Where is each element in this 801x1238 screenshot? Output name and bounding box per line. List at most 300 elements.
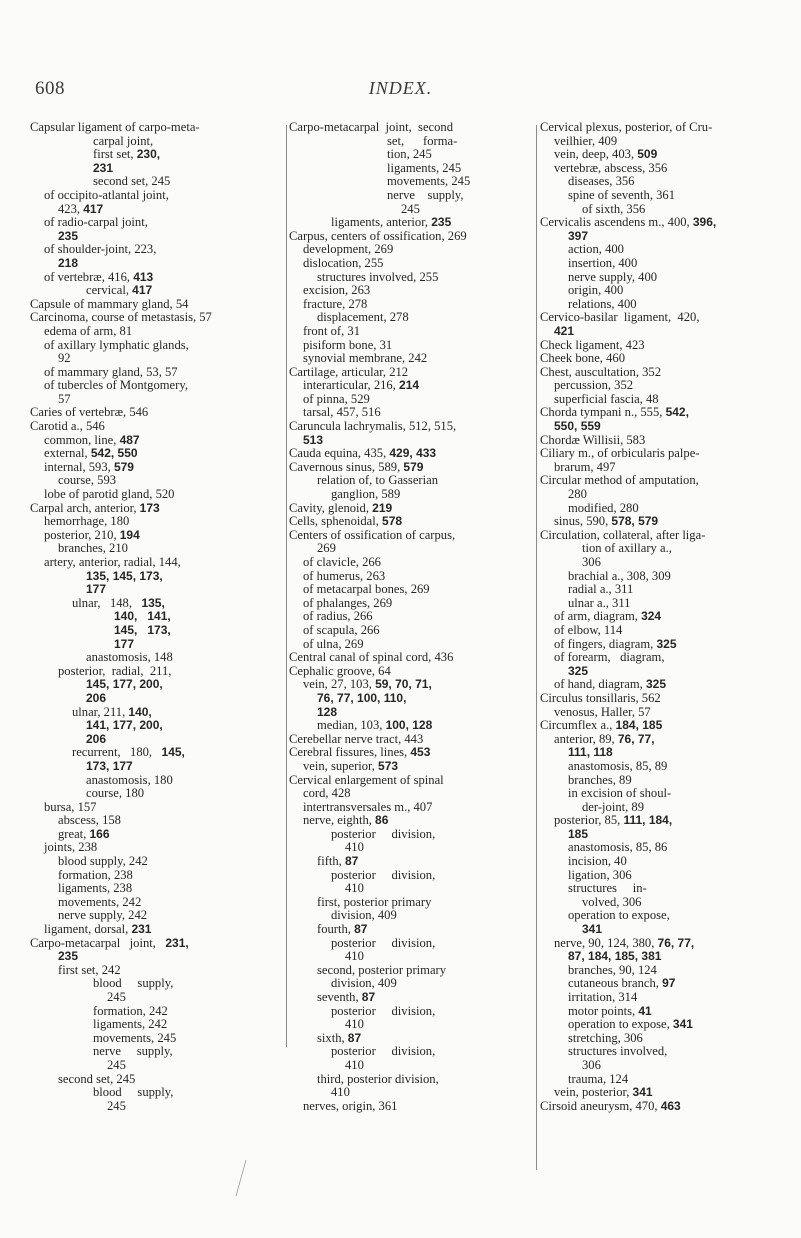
- entry-page-ref-bold: 218: [58, 256, 79, 270]
- entry-text: irritation, 314: [568, 991, 638, 1004]
- page-number: 608: [35, 78, 65, 99]
- index-entry-line: [540, 339, 780, 353]
- entry-text: second set, 245: [93, 175, 171, 189]
- index-entry-line: [30, 1059, 262, 1073]
- index-entry-line: [30, 216, 262, 230]
- entry-text: Cavity, glenoid,: [289, 501, 373, 515]
- entry-text: Circumflex a.,: [540, 719, 616, 733]
- entry-page-ref-bold: 231,: [165, 936, 189, 950]
- entry-page-ref-bold: 59, 70, 71,: [375, 678, 432, 692]
- entry-text: division, 409: [331, 909, 397, 923]
- entry-text: Carpal arch, anterior,: [30, 501, 140, 515]
- entry-text: 280: [568, 488, 587, 502]
- entry-text: of sixth, 356: [582, 202, 646, 216]
- index-entry-line: [540, 760, 780, 774]
- index-entry-line: [289, 570, 521, 584]
- entry-text: internal, 593,: [44, 460, 114, 474]
- entry-text: nerves, origin, 361: [303, 1099, 398, 1113]
- entry-text: movements, 245: [387, 175, 471, 189]
- index-entry-line: [289, 950, 521, 964]
- index-entry-line: [540, 651, 780, 665]
- entry-text: Capsule of mammary gland, 54: [30, 297, 189, 311]
- entry-text: of occipito-atlantal joint,: [44, 188, 169, 202]
- index-entry-line: [289, 1073, 521, 1087]
- index-entry-line: [30, 896, 262, 910]
- entry-page-ref-bold: 140, 141,: [114, 610, 171, 624]
- index-entry-line: [289, 162, 521, 176]
- index-entry-line: [540, 325, 780, 339]
- index-entry-line: [540, 1045, 780, 1059]
- entry-text: of arm, diagram,: [554, 610, 642, 624]
- entry-text: Circular method of amputation,: [540, 474, 699, 488]
- entry-text: der-joint, 89: [582, 800, 645, 814]
- index-entry-line: [540, 121, 780, 135]
- entry-page-ref-bold: 214: [399, 379, 420, 393]
- index-entry-line: [540, 896, 780, 910]
- index-entry-line: [30, 719, 262, 733]
- index-entry-line: [30, 230, 262, 244]
- index-entry-line: [540, 243, 780, 257]
- index-entry-line: [289, 556, 521, 570]
- index-entry-line: [540, 529, 780, 543]
- index-entry-line: [540, 474, 780, 488]
- entry-text: sinus, 590,: [554, 515, 612, 529]
- index-entry-line: [30, 556, 262, 570]
- entry-text: ulnar, 148,: [72, 596, 142, 610]
- entry-page-ref-bold: 579: [113, 460, 134, 474]
- index-entry-line: [30, 665, 262, 679]
- entry-text: division, 409: [331, 977, 397, 991]
- index-column-1: [30, 121, 262, 1176]
- index-entry-line: [289, 121, 521, 135]
- entry-text: median, 103,: [317, 719, 386, 733]
- entry-page-ref-bold: 341: [632, 1086, 653, 1100]
- entry-text: front of, 31: [303, 324, 361, 338]
- entry-page-ref-bold: 231: [93, 161, 114, 175]
- index-entry-line: [540, 148, 780, 162]
- index-entry-line: [289, 923, 521, 937]
- index-entry-line: [540, 175, 780, 189]
- index-entry-line: [30, 991, 262, 1005]
- entry-page-ref-bold: 396,: [692, 216, 717, 230]
- entry-text: Cervical enlargement of spinal: [289, 773, 444, 787]
- index-entry-line: [30, 583, 262, 597]
- index-entry-line: [289, 420, 521, 434]
- entry-text: brarum, 497: [554, 460, 616, 474]
- index-entry-line: [30, 882, 262, 896]
- entry-page-ref-bold: 463: [660, 1099, 681, 1113]
- index-entry-line: [30, 760, 262, 774]
- index-entry-line: [540, 624, 780, 638]
- index-entry-line: [289, 787, 521, 801]
- index-entry-line: [289, 529, 521, 543]
- entry-page-ref-bold: 542, 550: [90, 447, 138, 461]
- index-entry-line: [289, 1005, 521, 1019]
- index-entry-line: [540, 964, 780, 978]
- index-entry-line: [30, 950, 262, 964]
- index-entry-line: [289, 814, 521, 828]
- entry-text: fifth,: [317, 855, 345, 869]
- entry-page-ref-bold: 509: [637, 148, 658, 162]
- index-entry-line: [30, 1100, 262, 1114]
- index-entry-line: [30, 447, 262, 461]
- entry-text: volved, 306: [582, 895, 642, 909]
- column-divider: [286, 125, 287, 1047]
- entry-text: ligaments, anterior,: [331, 216, 432, 230]
- entry-text: anastomosis, 85, 86: [568, 841, 668, 855]
- entry-page-ref-bold: 230,: [136, 148, 161, 162]
- entry-page-ref-bold: 513: [303, 433, 324, 447]
- entry-page-ref-bold: 573: [378, 759, 399, 773]
- index-entry-line: [289, 896, 521, 910]
- entry-text: vertebræ, abscess, 356: [554, 161, 668, 175]
- index-entry-line: [289, 175, 521, 189]
- entry-text: posterior, 85,: [554, 814, 624, 828]
- index-entry-line: [30, 1032, 262, 1046]
- entry-text: of clavicle, 266: [303, 556, 381, 569]
- index-entry-line: [289, 339, 521, 353]
- entry-page-ref-bold: 141, 177, 200,: [86, 719, 163, 733]
- index-entry-line: [540, 216, 780, 230]
- entry-text: 57: [58, 392, 71, 406]
- entry-text: tion, 245: [387, 148, 432, 162]
- index-entry-line: [30, 189, 262, 203]
- entry-text: first, posterior primary: [317, 895, 432, 909]
- index-entry-line: [540, 610, 780, 624]
- index-entry-line: [289, 434, 521, 448]
- index-entry-line: [540, 733, 780, 747]
- entry-page-ref-bold: 397: [568, 229, 589, 243]
- entry-text: structures involved,: [568, 1045, 668, 1059]
- index-entry-line: [540, 461, 780, 475]
- index-entry-line: [30, 325, 262, 339]
- index-entry-line: [30, 406, 262, 420]
- entry-text: of vertebræ, 416,: [44, 270, 134, 284]
- entry-page-ref-bold: 325: [645, 678, 667, 692]
- index-entry-line: [30, 733, 262, 747]
- index-entry-line: [289, 189, 521, 203]
- entry-text: structures in-: [568, 882, 647, 896]
- index-entry-line: [540, 801, 780, 815]
- index-entry-line: [30, 257, 262, 271]
- entry-text: Cavernous sinus, 589,: [289, 460, 404, 474]
- index-entry-line: [540, 719, 780, 733]
- entry-text: Ciliary m., of orbicularis palpe-: [540, 447, 700, 461]
- entry-page-ref-bold: 325: [656, 637, 677, 651]
- entry-text: diseases, 356: [568, 175, 635, 189]
- entry-page-ref-bold: 542,: [665, 406, 689, 420]
- index-entry-line: [30, 339, 262, 353]
- entry-text: radial a., 311: [568, 583, 634, 597]
- index-entry-line: [540, 1032, 780, 1046]
- index-entry-line: [30, 651, 262, 665]
- index-entry-line: [540, 135, 780, 149]
- entry-text: Carpo-metacarpal joint,: [30, 936, 166, 950]
- entry-text: carpal joint,: [93, 134, 154, 148]
- entry-text: of radio-carpal joint,: [44, 216, 148, 230]
- entry-page-ref-bold: 76, 77,: [657, 936, 695, 950]
- entry-page-ref-bold: 166: [89, 827, 110, 841]
- entry-text: movements, 242: [58, 895, 142, 909]
- entry-text: Carpus, centers of ossification, 269: [289, 229, 467, 243]
- index-entry-line: [289, 583, 521, 597]
- index-entry-line: [289, 719, 521, 733]
- entry-text: veilhier, 409: [554, 134, 618, 148]
- index-entry-line: [30, 801, 262, 815]
- entry-text: lobe of parotid gland, 520: [44, 488, 175, 502]
- entry-page-ref-bold: 417: [132, 284, 153, 298]
- entry-text: ulnar a., 311: [568, 596, 631, 610]
- index-entry-line: [289, 284, 521, 298]
- entry-text: of phalanges, 269: [303, 596, 393, 610]
- index-entry-line: [289, 230, 521, 244]
- entry-text: movements, 245: [93, 1031, 177, 1045]
- index-entry-line: [289, 271, 521, 285]
- entry-text: relations, 400: [568, 297, 637, 311]
- entry-text: formation, 238: [58, 868, 133, 882]
- index-entry-line: [30, 393, 262, 407]
- entry-page-ref-bold: 87: [354, 923, 368, 937]
- index-entry-line: [540, 937, 780, 951]
- entry-text: action, 400: [568, 243, 624, 257]
- entry-page-ref-bold: 235: [58, 229, 79, 243]
- entry-text: in excision of shoul-: [568, 787, 672, 801]
- entry-text: Chordæ Willisii, 583: [540, 433, 646, 447]
- entry-text: Circulation, collateral, after liga-: [540, 528, 706, 542]
- entry-page-ref-bold: 341: [582, 923, 603, 937]
- entry-text: development, 269: [303, 243, 394, 257]
- index-entry-line: [540, 420, 780, 434]
- index-entry-line: [289, 474, 521, 488]
- entry-text: pisiform bone, 31: [303, 338, 393, 352]
- entry-text: of mammary gland, 53, 57: [44, 365, 178, 379]
- index-entry-line: [289, 1018, 521, 1032]
- entry-text: relation of, to Gasserian: [317, 474, 438, 488]
- entry-text: nerve supply,: [387, 188, 464, 202]
- entry-page-ref-bold: 413: [133, 270, 154, 284]
- index-entry-line: [289, 379, 521, 393]
- index-entry-line: [30, 529, 262, 543]
- entry-page-ref-bold: 145, 173,: [114, 623, 171, 637]
- entry-text: posterior division,: [331, 868, 436, 882]
- index-entry-line: [289, 746, 521, 760]
- entry-text: spine of seventh, 361: [568, 188, 676, 202]
- entry-page-ref-bold: 578: [382, 515, 403, 529]
- index-entry-line: [30, 175, 262, 189]
- entry-text: Centers of ossification of carpus,: [289, 528, 456, 542]
- index-entry-line: [289, 1100, 521, 1114]
- index-entry-line: [540, 1005, 780, 1019]
- index-entry-line: [289, 651, 521, 665]
- entry-text: recurrent, 180,: [72, 746, 162, 760]
- index-entry-line: [540, 706, 780, 720]
- entry-text: formation, 242: [93, 1004, 168, 1018]
- entry-page-ref-bold: 185: [568, 827, 589, 841]
- entry-text: Capsular ligament of carpo-meta-: [30, 121, 200, 134]
- entry-text: set, forma-: [387, 134, 458, 148]
- entry-page-ref-bold: 140,: [128, 705, 152, 719]
- index-entry-line: [30, 678, 262, 692]
- index-entry-line: [289, 638, 521, 652]
- entry-page-ref-bold: 97: [662, 977, 676, 991]
- index-entry-line: [540, 515, 780, 529]
- index-entry-line: [540, 841, 780, 855]
- entry-text: interarticular, 216,: [303, 379, 400, 393]
- entry-text: fourth,: [317, 923, 355, 937]
- index-entry-line: [30, 869, 262, 883]
- entry-text: of forearm, diagram,: [554, 651, 665, 665]
- index-entry-line: [30, 243, 262, 257]
- entry-text: external,: [44, 447, 91, 461]
- index-entry-line: [289, 828, 521, 842]
- entry-text: Cerebellar nerve tract, 443: [289, 732, 424, 746]
- entry-page-ref-bold: 145,: [161, 746, 185, 760]
- entry-page-ref-bold: 235: [58, 950, 79, 964]
- entry-page-ref-bold: 145, 177, 200,: [86, 678, 163, 692]
- entry-text: of tubercles of Montgomery,: [44, 379, 188, 393]
- index-entry-line: [289, 760, 521, 774]
- index-entry-line: [540, 311, 780, 325]
- entry-text: Cervico-basilar ligament, 420,: [540, 311, 700, 325]
- entry-text: fracture, 278: [303, 297, 368, 311]
- index-entry-line: [30, 706, 262, 720]
- entry-page-ref-bold: 100, 128: [385, 719, 433, 733]
- index-entry-line: [289, 1059, 521, 1073]
- index-entry-line: [540, 257, 780, 271]
- index-entry-line: [540, 434, 780, 448]
- index-entry-line: [30, 597, 262, 611]
- entry-text: of pinna, 529: [303, 392, 370, 406]
- entry-text: operation to expose,: [568, 909, 670, 923]
- entry-text: Cephalic groove, 64: [289, 664, 391, 678]
- entry-page-ref-bold: 86: [375, 814, 389, 828]
- entry-text: 410: [345, 1058, 364, 1072]
- entry-page-ref-bold: 550, 559: [554, 420, 601, 434]
- index-entry-line: [30, 148, 262, 162]
- index-entry-line: [30, 746, 262, 760]
- index-entry-line: [289, 148, 521, 162]
- index-entry-line: [540, 977, 780, 991]
- entry-text: artery, anterior, radial, 144,: [44, 556, 181, 569]
- entry-page-ref-bold: 87, 184, 185, 381: [568, 950, 662, 964]
- entry-page-ref-bold: 128: [317, 705, 338, 719]
- entry-text: Chest, auscultation, 352: [540, 365, 662, 379]
- entry-text: of ulna, 269: [303, 637, 364, 651]
- index-entry-line: [30, 638, 262, 652]
- index-entry-line: [540, 162, 780, 176]
- entry-text: Cirsoid aneurysm, 470,: [540, 1099, 661, 1113]
- index-entry-line: [289, 216, 521, 230]
- entry-text: posterior division,: [331, 1004, 436, 1018]
- entry-text: tarsal, 457, 516: [303, 406, 381, 420]
- entry-text: second, posterior primary: [317, 963, 447, 977]
- entry-text: of shoulder-joint, 223,: [44, 243, 157, 257]
- entry-page-ref-bold: 231: [131, 923, 152, 937]
- entry-text: seventh,: [317, 991, 362, 1004]
- entry-text: operation to expose,: [568, 1018, 673, 1032]
- index-entry-line: [540, 570, 780, 584]
- entry-text: Cerebral fissures, lines,: [289, 746, 411, 760]
- index-entry-line: [30, 610, 262, 624]
- entry-text: posterior division,: [331, 827, 436, 841]
- index-entry-line: [540, 230, 780, 244]
- entry-text: tion of axillary a.,: [582, 542, 672, 556]
- index-entry-line: [540, 774, 780, 788]
- entry-text: abscess, 158: [58, 814, 121, 828]
- entry-text: trauma, 124: [568, 1072, 629, 1086]
- index-entry-line: [540, 1086, 780, 1100]
- entry-page-ref-bold: 206: [86, 732, 107, 746]
- index-entry-line: [289, 243, 521, 257]
- entry-text: modified, 280: [568, 501, 639, 515]
- index-entry-line: [289, 977, 521, 991]
- entry-text: 245: [107, 1058, 126, 1072]
- entry-page-ref-bold: 429, 433: [389, 447, 437, 461]
- index-entry-line: [30, 1018, 262, 1032]
- entry-text: intertransversales m., 407: [303, 800, 433, 814]
- index-entry-line: [30, 515, 262, 529]
- index-entry-line: [540, 950, 780, 964]
- entry-text: 410: [345, 1018, 364, 1032]
- page-header: [0, 78, 801, 102]
- entry-text: ligaments, 242: [93, 1018, 168, 1032]
- index-entry-line: [30, 1086, 262, 1100]
- index-entry-line: [30, 162, 262, 176]
- entry-page-ref-bold: 184, 185: [615, 719, 663, 733]
- entry-text: Carpo-metacarpal joint, second: [289, 121, 454, 134]
- index-entry-line: [540, 787, 780, 801]
- entry-page-ref-bold: 219: [372, 501, 393, 515]
- index-entry-line: [30, 937, 262, 951]
- index-entry-line: [540, 1059, 780, 1073]
- index-entry-line: [540, 692, 780, 706]
- entry-page-ref-bold: 341: [672, 1018, 693, 1032]
- entry-text: incision, 40: [568, 855, 627, 869]
- index-entry-line: [289, 393, 521, 407]
- entry-text: posterior division,: [331, 936, 436, 950]
- index-entry-line: [30, 203, 262, 217]
- entry-page-ref-bold: 453: [410, 746, 431, 760]
- index-entry-line: [289, 1032, 521, 1046]
- index-entry-line: [30, 909, 262, 923]
- entry-text: ligaments, 238: [58, 882, 133, 896]
- entry-text: sixth,: [317, 1031, 348, 1045]
- entry-text: third, posterior division,: [317, 1072, 439, 1086]
- entry-page-ref-bold: 206: [86, 691, 107, 705]
- index-entry-line: [30, 379, 262, 393]
- index-entry-line: [30, 692, 262, 706]
- entry-text: 245: [107, 991, 126, 1004]
- entry-page-ref-bold: 235: [431, 216, 452, 230]
- entry-text: 245: [401, 202, 420, 216]
- entry-text: of fingers, diagram,: [554, 637, 657, 651]
- entry-text: first set, 242: [58, 963, 121, 977]
- entry-text: 269: [317, 542, 336, 556]
- index-entry-line: [540, 271, 780, 285]
- index-entry-line: [540, 1073, 780, 1087]
- entry-text: of axillary lymphatic glands,: [44, 338, 189, 352]
- index-entry-line: [289, 624, 521, 638]
- entry-text: course, 180: [86, 787, 145, 801]
- index-entry-line: [289, 964, 521, 978]
- index-entry-line: [540, 665, 780, 679]
- index-entry-line: [30, 366, 262, 380]
- index-entry-line: [540, 882, 780, 896]
- index-entry-line: [289, 774, 521, 788]
- entry-text: insertion, 400: [568, 256, 638, 270]
- entry-text: brachial a., 308, 309: [568, 569, 671, 583]
- index-entry-line: [540, 298, 780, 312]
